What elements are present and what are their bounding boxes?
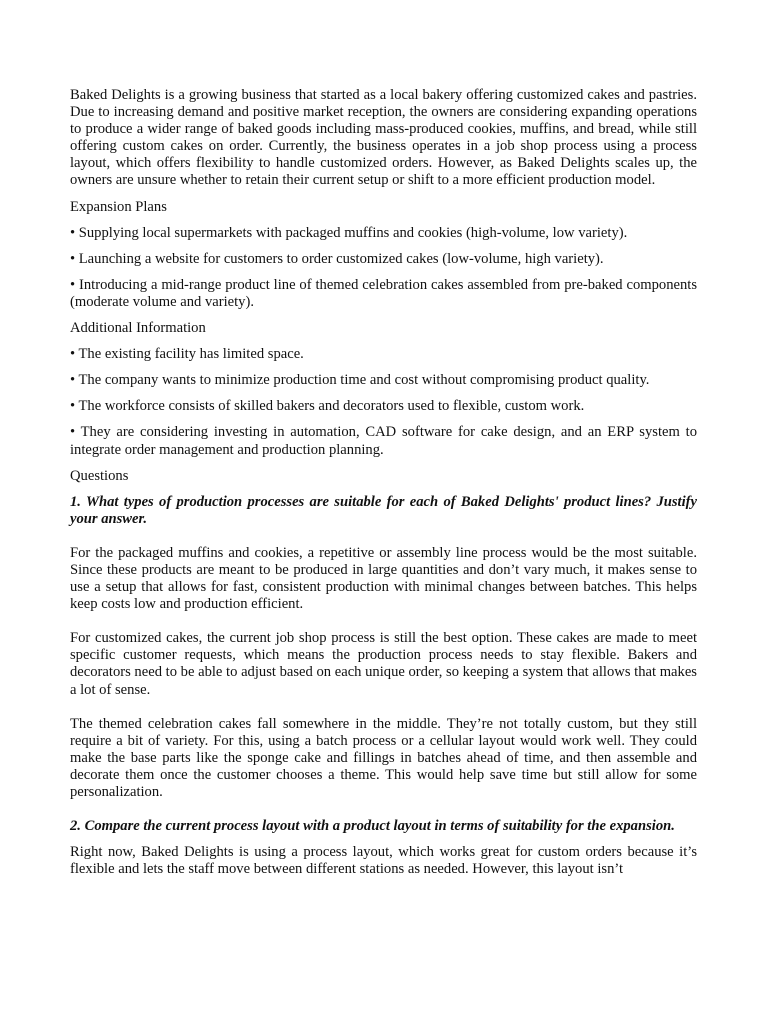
- document-page: [70, 87, 697, 878]
- expansion-item: • Introducing a mid-range product line of themed celebration cakes assembled from pre-baked components (moderate volume and variety).: [70, 276, 697, 310]
- expansion-item: • Launching a website for customers to order customized cakes (low-volume, high variety).: [70, 250, 604, 267]
- additional-item: • They are considering investing in automation, CAD software for cake design, and an ERP system to integrate order management and production planning.: [70, 424, 697, 458]
- question-2: 2. Compare the current process layout with a product layout in terms of suitability for the expansion.: [70, 818, 675, 835]
- intro-paragraph: Baked Delights is a growing business that started as a local bakery offering customized cakes and pastries. Due to increasing demand and positive market reception, the owners are considering expanding operations to produce a wider range of baked goods including mass-produced cookies, muffins, and bread, while still offering custom cakes on order. Currently, the business operates in a job shop process using a process layout, which offers flexibility to handle customized orders. However, as Baked Delights scales up, the owners are unsure whether to retain their current setup or shift to a more efficient production model.: [70, 87, 697, 189]
- answer-2-paragraph: Right now, Baked Delights is using a process layout, which works great for custom orders because it’s flexible and lets the staff move between different stations as needed. However, this layout isn’t: [70, 844, 697, 878]
- additional-item: • The workforce consists of skilled bakers and decorators used to flexible, custom work.: [70, 398, 585, 415]
- answer-1-paragraph: For the packaged muffins and cookies, a repetitive or assembly line process would be the most suitable. Since these products are meant to be produced in large quantities and don’t vary much, it makes sense to use a setup that allows for fast, consistent production with minimal changes between batches. This helps keep costs low and production efficient.: [70, 544, 697, 613]
- additional-heading: Additional Information: [70, 320, 206, 337]
- answer-1-paragraph: For customized cakes, the current job shop process is still the best option. These cakes are made to meet specific customer requests, which means the production process needs to stay flexible. Bakers and decorators need to be able to adjust based on each unique order, so keeping a system that allows that makes a lot of sense.: [70, 630, 697, 698]
- answer-1-paragraph: The themed celebration cakes fall somewhere in the middle. They’re not totally custom, but they still require a bit of variety. For this, using a batch process or a cellular layout would work well. They could make the base parts like the sponge cake and fillings in batches ahead of time, and then assemble and decorate them once the customer chooses a theme. This would help save time but still allow for some personalization.: [70, 715, 697, 800]
- expansion-item: • Supplying local supermarkets with packaged muffins and cookies (high-volume, low variety).: [70, 224, 628, 241]
- expansion-heading: Expansion Plans: [70, 198, 167, 215]
- additional-item: • The existing facility has limited space.: [70, 346, 304, 363]
- question-1: 1. What types of production processes are suitable for each of Baked Delights' product lines? Justify your answer.: [70, 493, 697, 527]
- additional-item: • The company wants to minimize production time and cost without compromising product quality.: [70, 372, 650, 389]
- questions-heading: Questions: [70, 467, 129, 484]
